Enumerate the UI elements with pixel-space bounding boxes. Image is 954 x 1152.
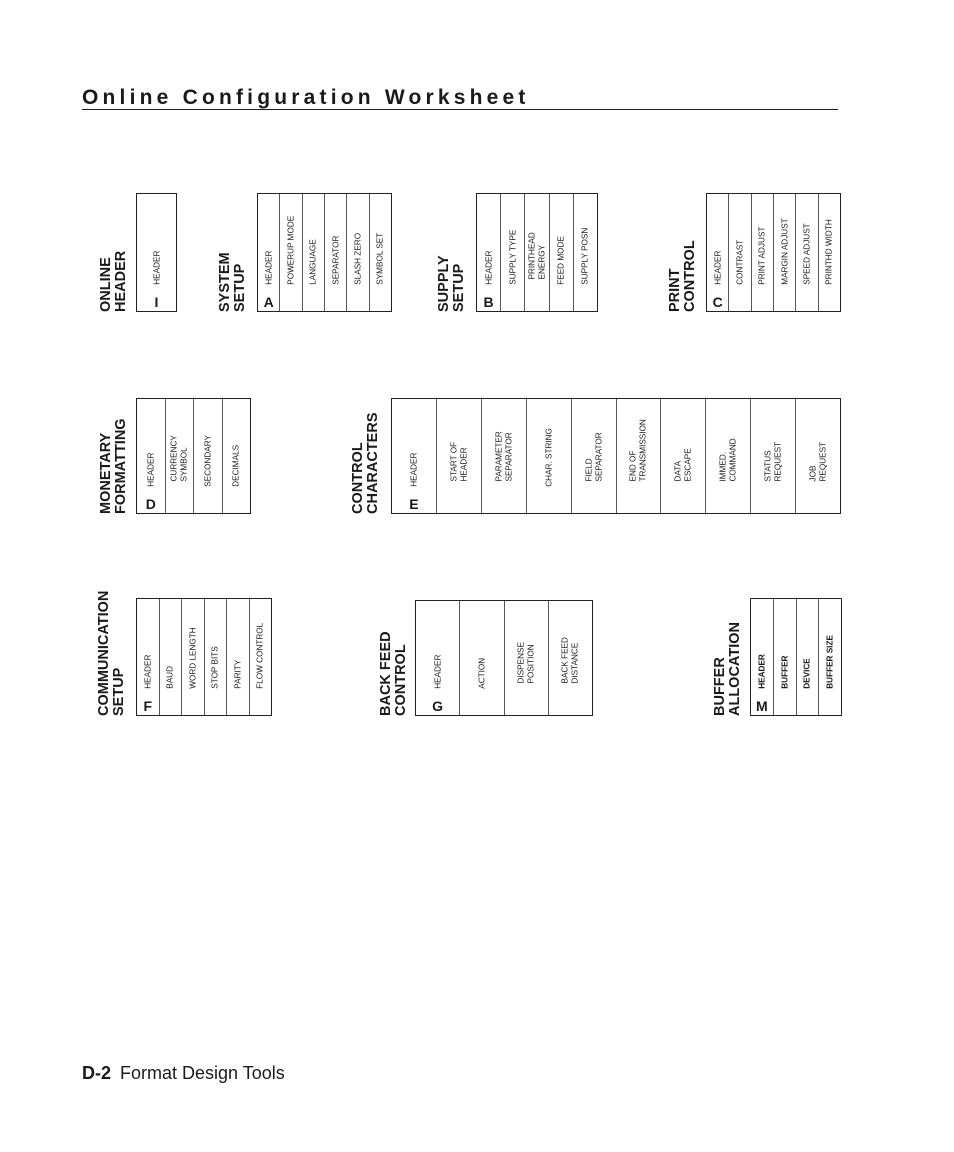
field-label: PARAMETER SEPARATOR xyxy=(494,431,513,482)
field-buffer-0 xyxy=(751,599,774,715)
field-label: HEADER xyxy=(432,654,442,689)
footer-text: Format Design Tools xyxy=(120,1063,285,1083)
field-buffer-2 xyxy=(797,599,820,715)
field-control-6 xyxy=(661,399,706,513)
field-monetary-2 xyxy=(194,399,223,513)
section-title-communication: COMMUNICATION SETUP xyxy=(96,590,127,716)
field-communication-0 xyxy=(137,599,160,715)
section-letter: I xyxy=(154,294,159,310)
section-letter: G xyxy=(432,698,444,714)
field-print-0 xyxy=(707,194,729,311)
field-control-8 xyxy=(751,399,796,513)
field-backfeed-3 xyxy=(549,601,592,715)
field-label: PRINTHEAD ENERGY xyxy=(527,232,546,280)
field-label: DATA ESCAPE xyxy=(673,448,693,482)
section-letter: B xyxy=(483,294,494,310)
worksheet-box-communication xyxy=(136,598,272,716)
field-print-2 xyxy=(752,194,774,311)
field-supply-0 xyxy=(477,194,501,311)
field-label: STOP BITS xyxy=(210,645,220,689)
worksheet-box-supply xyxy=(476,193,598,312)
field-communication-1 xyxy=(160,599,183,715)
field-label: SPEED ADJUST xyxy=(802,222,812,285)
field-control-1 xyxy=(437,399,482,513)
section-letter: E xyxy=(409,496,419,512)
field-backfeed-0 xyxy=(416,601,460,715)
field-control-3 xyxy=(527,399,572,513)
field-label: HEADER xyxy=(263,250,273,285)
section-letter: D xyxy=(145,496,156,512)
field-label: STATUS REQUEST xyxy=(763,441,783,482)
field-system-3 xyxy=(325,194,347,311)
field-label: FEED MODE xyxy=(556,235,566,285)
section-letter: C xyxy=(712,294,723,310)
section-title-supply: SUPPLY SETUP xyxy=(436,255,467,312)
field-label: BUFFER SIZE xyxy=(825,634,835,689)
field-label: IMMED. COMMAND xyxy=(718,438,738,482)
field-supply-1 xyxy=(501,194,525,311)
field-supply-4 xyxy=(574,194,597,311)
field-label: CHAR. STRING xyxy=(543,427,553,487)
field-label: HEADER xyxy=(146,452,155,487)
field-label: SUPPLY TYPE xyxy=(508,229,518,285)
field-control-0 xyxy=(392,399,437,513)
field-label: HEADER xyxy=(483,250,493,285)
field-label: PRINT ADJUST xyxy=(757,226,767,285)
field-label: SLASH ZERO xyxy=(353,232,363,285)
section-title-buffer: BUFFER ALLOCATION xyxy=(712,622,743,716)
worksheet-box-system xyxy=(257,193,392,312)
field-label: DECIMALS xyxy=(231,444,241,487)
section-title-online: ONLINE HEADER xyxy=(98,250,129,312)
section-title-print: PRINT CONTROL xyxy=(667,240,698,312)
worksheet-box-backfeed xyxy=(415,600,593,716)
section-letter: M xyxy=(756,698,768,714)
field-supply-3 xyxy=(550,194,574,311)
field-communication-2 xyxy=(182,599,205,715)
section-title-monetary: MONETARY FORMATTING xyxy=(98,418,129,514)
field-label: FLOW CONTROL xyxy=(255,622,265,689)
field-label: FIELD SEPARATOR xyxy=(584,432,603,482)
field-communication-4 xyxy=(227,599,250,715)
field-communication-5 xyxy=(250,599,272,715)
field-monetary-1 xyxy=(166,399,195,513)
field-label: HEADER xyxy=(712,250,722,285)
field-backfeed-2 xyxy=(505,601,549,715)
field-label: BACK FEED DISTANCE xyxy=(560,637,580,684)
field-label: SEPARATOR xyxy=(330,235,340,285)
field-control-5 xyxy=(617,399,662,513)
worksheet-box-buffer xyxy=(750,598,842,716)
field-label: JOB REQUEST xyxy=(808,441,828,482)
worksheet-box-print xyxy=(706,193,841,312)
field-supply-2 xyxy=(525,194,549,311)
field-label: MARGIN ADJUST xyxy=(779,217,789,285)
field-system-1 xyxy=(280,194,302,311)
field-print-5 xyxy=(819,194,840,311)
field-label: HEADER xyxy=(151,250,161,285)
field-label: HEADER xyxy=(757,653,767,689)
field-monetary-0 xyxy=(137,399,166,513)
field-label: HEADER xyxy=(409,452,419,487)
field-label: SECONDARY xyxy=(203,434,212,487)
field-label: WORD LENGTH xyxy=(188,626,197,689)
field-print-4 xyxy=(796,194,818,311)
page-number: D-2 xyxy=(82,1063,112,1083)
field-label: SUPPLY POSN xyxy=(580,227,590,285)
field-label: CONTRAST xyxy=(735,239,745,285)
field-label: LANGUAGE xyxy=(308,238,318,285)
page-title: Online Configuration Worksheet xyxy=(82,86,530,109)
title-rule xyxy=(82,109,838,110)
section-letter: A xyxy=(263,294,274,310)
section-title-control: CONTROL CHARACTERS xyxy=(350,412,381,514)
field-label: DEVICE xyxy=(802,657,812,689)
field-label: HEADER xyxy=(143,654,152,689)
field-label: BAUD xyxy=(165,665,175,689)
page-footer xyxy=(82,1063,285,1084)
field-system-4 xyxy=(347,194,369,311)
field-label: SYMBOL SET xyxy=(375,232,385,285)
field-system-0 xyxy=(258,194,280,311)
field-label: PARITY xyxy=(233,659,242,689)
field-buffer-1 xyxy=(774,599,797,715)
field-control-7 xyxy=(706,399,751,513)
worksheet-box-control xyxy=(391,398,841,514)
field-label: END OF TRANSMISSION xyxy=(628,419,648,482)
field-print-3 xyxy=(774,194,796,311)
worksheet-box-online xyxy=(136,193,177,312)
field-label: BUFFER xyxy=(779,655,789,689)
field-control-9 xyxy=(796,399,840,513)
field-monetary-3 xyxy=(223,399,251,513)
field-backfeed-1 xyxy=(460,601,504,715)
field-label: PRINTHD WIDTH xyxy=(824,218,834,285)
field-buffer-3 xyxy=(819,599,841,715)
field-print-1 xyxy=(729,194,751,311)
field-label: ACTION xyxy=(477,657,487,689)
field-system-5 xyxy=(370,194,391,311)
section-letter: F xyxy=(143,698,153,714)
field-label: START OF HEADER xyxy=(449,441,468,482)
field-control-2 xyxy=(482,399,527,513)
field-label: POWERUP MODE xyxy=(286,215,296,285)
field-online-0 xyxy=(137,194,176,311)
field-label: DISPENSE POSITION xyxy=(516,642,536,684)
field-control-4 xyxy=(572,399,617,513)
field-system-2 xyxy=(303,194,325,311)
section-title-system: SYSTEM SETUP xyxy=(217,252,248,312)
worksheet-box-monetary xyxy=(136,398,251,514)
section-title-backfeed: BACK FEED CONTROL xyxy=(378,631,409,716)
field-label: CURRENCY SYMBOL xyxy=(169,435,189,482)
field-communication-3 xyxy=(205,599,228,715)
